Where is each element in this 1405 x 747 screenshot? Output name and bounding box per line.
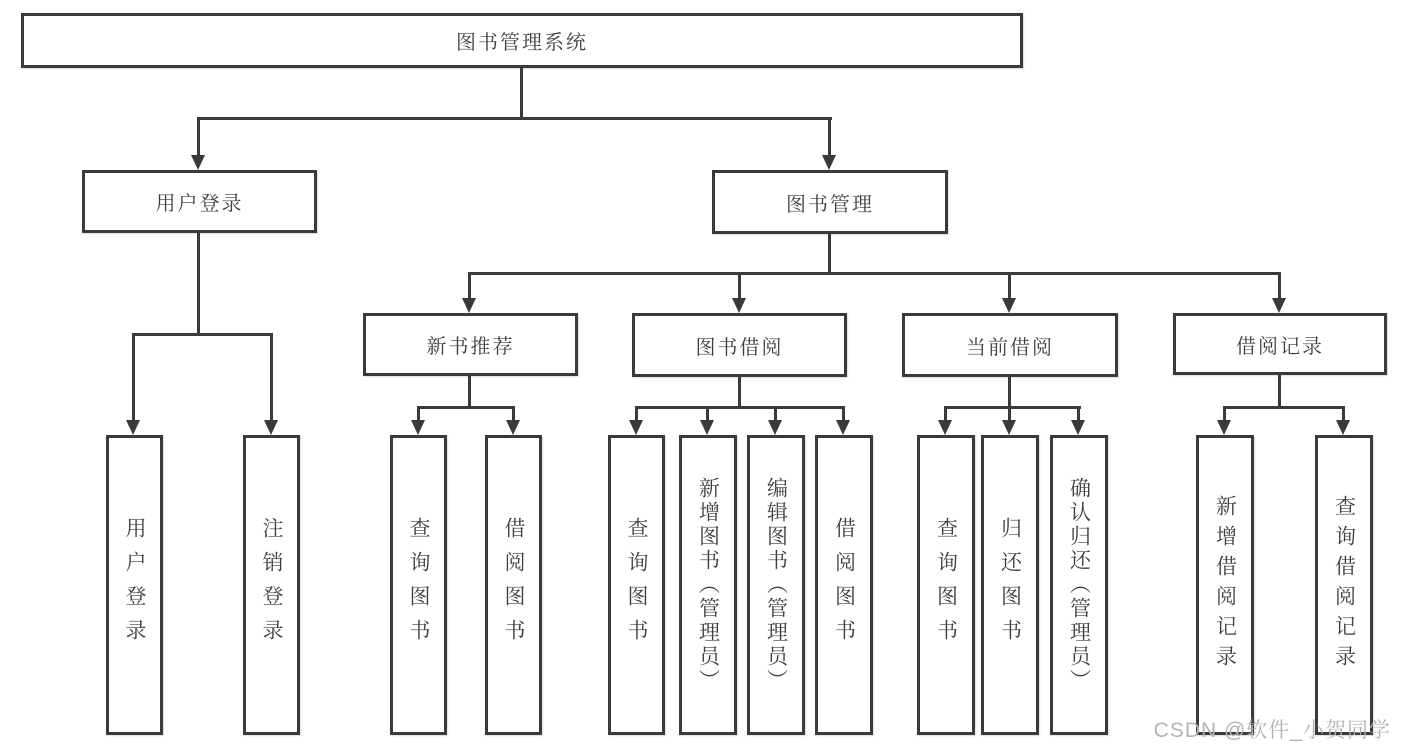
leaf-return-books bbox=[981, 435, 1039, 735]
root-node-label: 图书管理系统 bbox=[456, 32, 588, 54]
node-user-login bbox=[82, 170, 317, 233]
csdn-watermark: CSDN @软件_小贺同学 bbox=[1153, 719, 1391, 742]
leaf-borrow-books-recommend bbox=[485, 435, 542, 735]
node-book-borrowing bbox=[632, 313, 847, 377]
arrowhead-icon bbox=[462, 298, 476, 313]
connector-book-mgmt-trunk bbox=[828, 234, 831, 274]
node-new-book-recommend bbox=[363, 313, 578, 376]
connector-stem-leaf-login bbox=[132, 333, 135, 420]
connector-stem-book-borrow bbox=[738, 272, 741, 300]
connector-user-login-trunk bbox=[197, 233, 200, 335]
arrowhead-icon bbox=[836, 420, 850, 435]
connector-stem-book-management bbox=[828, 117, 831, 156]
node-user-login-label: 用户登录 bbox=[155, 193, 244, 215]
connector-recommend-branch bbox=[417, 406, 515, 409]
leaf-confirm-return-admin-label: 确认归还（管理员） bbox=[1067, 477, 1091, 693]
connector-book-mgmt-branch bbox=[468, 272, 1281, 275]
connector-borrowing-trunk bbox=[738, 377, 741, 408]
arrowhead-icon bbox=[1217, 420, 1231, 435]
connector-current-trunk bbox=[1008, 377, 1011, 408]
leaf-query-books-recommend-label: 查询图书 bbox=[407, 517, 430, 653]
node-new-book-recommend-label: 新书推荐 bbox=[426, 336, 515, 358]
leaf-add-books-admin bbox=[679, 435, 737, 735]
leaf-add-books-admin-label: 新增图书（管理员） bbox=[696, 477, 720, 693]
leaf-query-books-borrowing-label: 查询图书 bbox=[625, 517, 648, 653]
leaf-query-books-borrowing bbox=[608, 435, 665, 735]
node-current-borrowing-label: 当前借阅 bbox=[966, 336, 1054, 359]
node-book-management bbox=[712, 170, 948, 234]
leaf-edit-books-admin-label: 编辑图书（管理员） bbox=[764, 477, 788, 693]
node-borrowing-records bbox=[1173, 313, 1387, 375]
arrowhead-icon bbox=[732, 298, 746, 313]
leaf-user-login-label: 用户登录 bbox=[123, 517, 146, 653]
arrowhead-icon bbox=[191, 155, 205, 170]
arrowhead-icon bbox=[1071, 420, 1085, 435]
connector-stem-leaf-logout bbox=[270, 333, 273, 420]
node-book-borrowing-label: 图书借阅 bbox=[695, 336, 784, 359]
arrowhead-icon bbox=[1336, 420, 1350, 435]
connector-stem-user-login bbox=[197, 117, 200, 156]
connector-record-branch bbox=[1223, 406, 1345, 409]
leaf-confirm-return-admin bbox=[1050, 435, 1108, 735]
node-current-borrowing bbox=[902, 313, 1118, 377]
arrowhead-icon bbox=[938, 420, 952, 435]
root-node-library-system bbox=[21, 13, 1023, 68]
node-borrowing-records-label: 借阅记录 bbox=[1236, 335, 1324, 358]
connector-stem-new-book bbox=[468, 272, 471, 300]
arrowhead-icon bbox=[264, 420, 278, 435]
leaf-query-borrow-record-label: 查询借阅记录 bbox=[1332, 495, 1356, 675]
leaf-logout bbox=[243, 435, 300, 735]
leaf-query-borrow-record bbox=[1315, 435, 1373, 735]
leaf-logout-label: 注销登录 bbox=[260, 517, 283, 653]
arrowhead-icon bbox=[411, 420, 425, 435]
leaf-return-books-label: 归还图书 bbox=[998, 517, 1022, 653]
leaf-query-books-recommend bbox=[390, 435, 447, 735]
leaf-borrow-books-borrowing-label: 借阅图书 bbox=[832, 517, 856, 653]
arrowhead-icon bbox=[1272, 298, 1286, 313]
connector-stem-borrow-record bbox=[1278, 272, 1281, 300]
arrowhead-icon bbox=[1002, 298, 1016, 313]
connector-root-branch bbox=[197, 117, 832, 120]
arrowhead-icon bbox=[126, 420, 140, 435]
arrowhead-icon bbox=[700, 420, 714, 435]
leaf-user-login bbox=[106, 435, 163, 735]
arrowhead-icon bbox=[768, 420, 782, 435]
leaf-edit-books-admin bbox=[747, 435, 805, 735]
arrowhead-icon bbox=[506, 420, 520, 435]
leaf-query-books-current-label: 查询图书 bbox=[934, 517, 958, 653]
leaf-query-books-current bbox=[917, 435, 975, 735]
connector-recommend-trunk bbox=[468, 376, 471, 408]
connector-current-branch bbox=[944, 406, 1081, 409]
connector-stem-current-borrow bbox=[1008, 272, 1011, 300]
arrowhead-icon bbox=[629, 420, 643, 435]
leaf-add-borrow-record-label: 新增借阅记录 bbox=[1213, 495, 1237, 675]
leaf-borrow-books-borrowing bbox=[815, 435, 873, 735]
leaf-borrow-books-recommend-label: 借阅图书 bbox=[502, 517, 525, 653]
connector-record-trunk bbox=[1278, 375, 1281, 408]
node-book-management-label: 图书管理 bbox=[786, 193, 874, 216]
leaf-add-borrow-record bbox=[1196, 435, 1254, 735]
connector-borrowing-branch bbox=[635, 406, 845, 409]
connector-root-trunk bbox=[520, 68, 523, 118]
connector-user-login-branch bbox=[132, 333, 273, 336]
arrowhead-icon bbox=[822, 155, 836, 170]
arrowhead-icon bbox=[1002, 420, 1016, 435]
